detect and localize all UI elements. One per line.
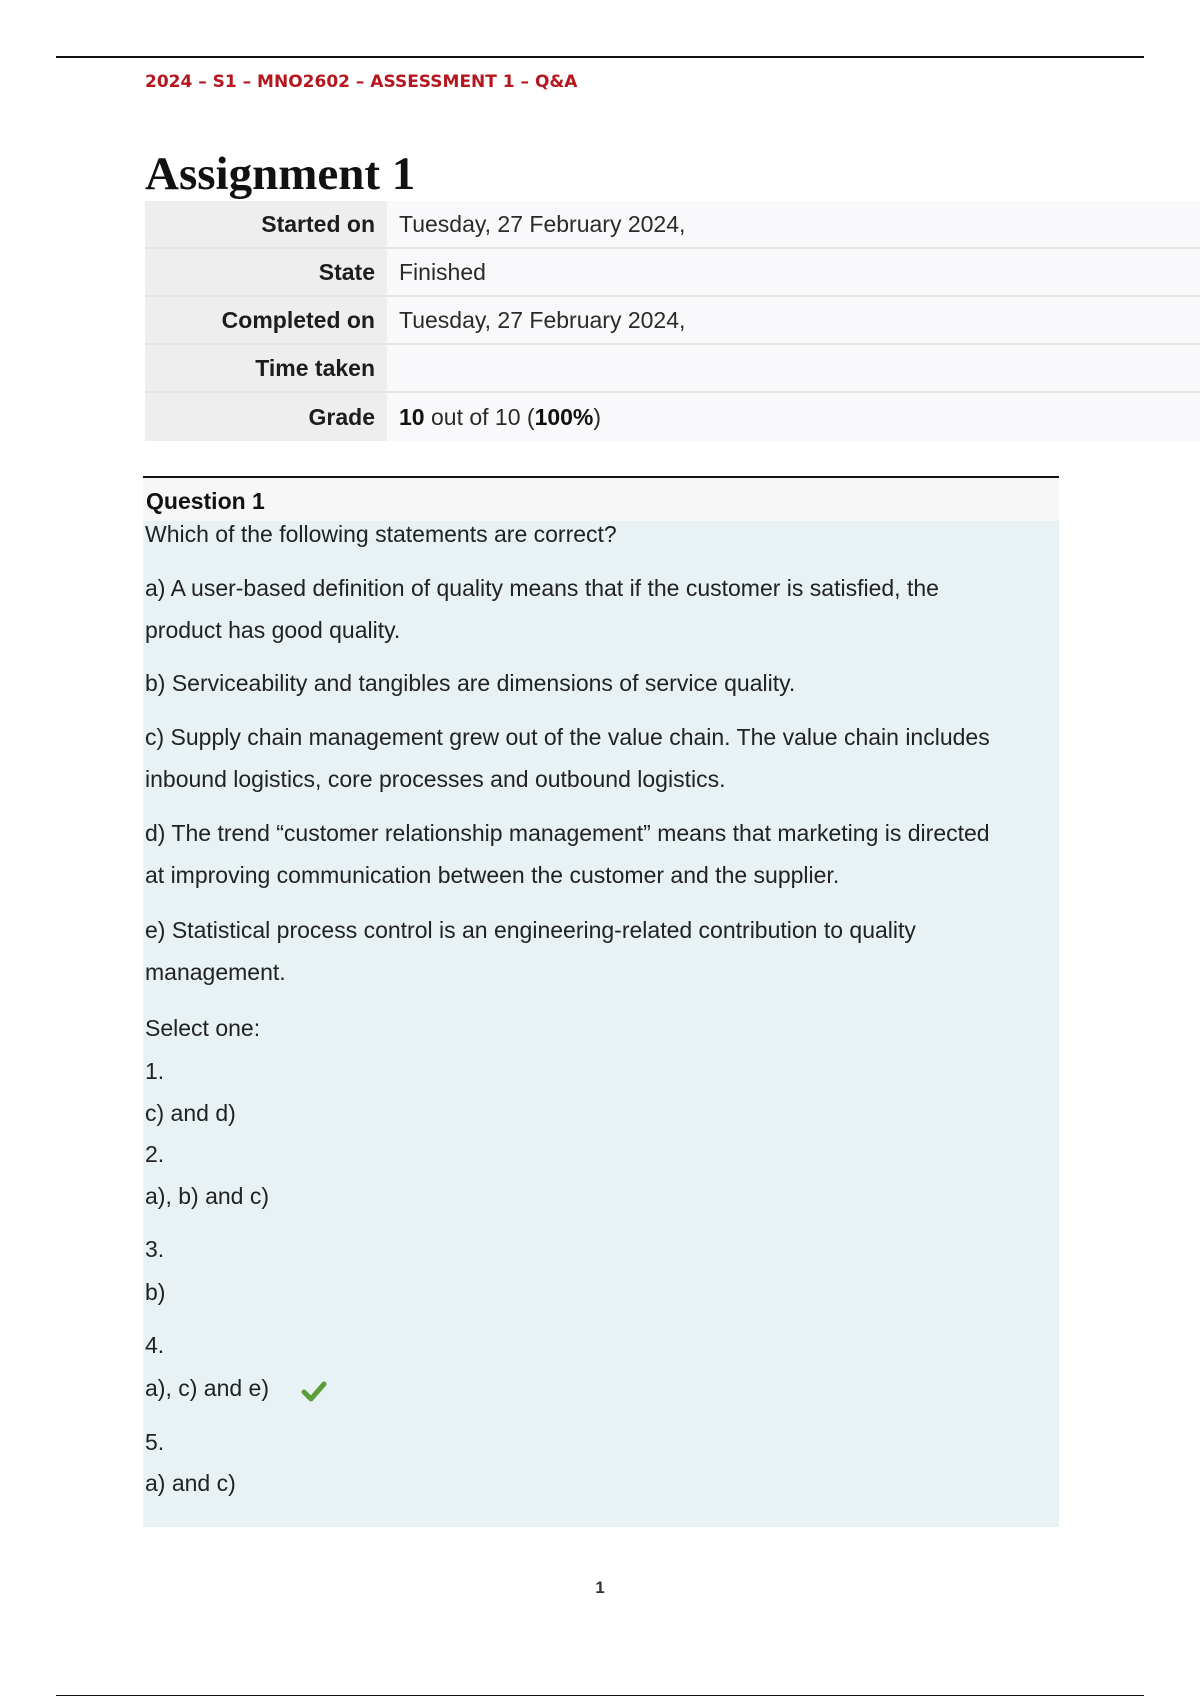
statement-a-line2: product has good quality. <box>145 617 401 643</box>
summary-row-started <box>145 201 1200 248</box>
option-text[interactable]: a) and c) <box>145 1470 236 1496</box>
statement-a-line1: a) A user-based definition of quality means that if the customer is satisfied, the <box>145 575 939 601</box>
page-number: 1 <box>595 1578 605 1597</box>
statement-b-line1: b) Serviceability and tangibles are dimensions of service quality. <box>145 670 796 696</box>
option-text[interactable]: a), b) and c) <box>145 1183 269 1209</box>
grade-percent: 100% <box>534 403 594 430</box>
option-number: 3. <box>145 1236 165 1262</box>
statement-c-line1: c) Supply chain management grew out of the value chain. The value chain includes <box>145 724 990 750</box>
summary-row-time-taken <box>145 344 1200 392</box>
grade-close: ) <box>593 403 602 430</box>
option-number: 2. <box>145 1141 165 1167</box>
statement-e-line2: management. <box>145 959 286 985</box>
option-number: 5. <box>145 1429 165 1455</box>
option-text[interactable]: c) and d) <box>145 1100 236 1126</box>
question-prompt: Which of the following statements are correct? <box>145 521 617 547</box>
check-icon <box>300 1377 328 1405</box>
option-text[interactable]: b) <box>145 1279 166 1305</box>
statement-d-line1: d) The trend “customer relationship management” means that marketing is directed <box>145 820 990 846</box>
summary-row-state <box>145 248 1200 296</box>
summary-row-grade <box>145 392 1200 441</box>
page-title: Assignment 1 <box>145 148 416 200</box>
running-header: 2024 – S1 – MNO2602 – ASSESSMENT 1 – Q&A <box>145 72 578 92</box>
summary-value <box>387 344 1200 392</box>
summary-value: Tuesday, 27 February 2024, <box>387 201 1200 248</box>
grade-value <box>387 392 1200 441</box>
summary-label: Started on <box>145 201 387 248</box>
question-header <box>143 478 1059 521</box>
question-heading: Question 1 <box>146 488 265 514</box>
summary-label: Completed on <box>145 296 387 344</box>
bottom-rule <box>56 1695 1144 1696</box>
statement-d-line2: at improving communication between the customer and the supplier. <box>145 862 840 888</box>
grade-out-of: out of 10 ( <box>424 403 535 430</box>
grade-score: 10 <box>399 403 425 430</box>
option-number: 1. <box>145 1058 165 1084</box>
select-one-label: Select one: <box>145 1015 261 1041</box>
statement-c-line2: inbound logistics, core processes and outbound logistics. <box>145 766 726 792</box>
top-rule <box>56 56 1144 58</box>
summary-label: State <box>145 248 387 296</box>
summary-label: Time taken <box>145 344 387 392</box>
summary-row-completed <box>145 296 1200 344</box>
summary-value: Tuesday, 27 February 2024, <box>387 296 1200 344</box>
statement-e-line1: e) Statistical process control is an engineering-related contribution to quality <box>145 917 916 943</box>
option-number: 4. <box>145 1332 165 1358</box>
summary-value: Finished <box>387 248 1200 296</box>
attempt-summary-table <box>145 201 1200 441</box>
option-text-correct[interactable]: a), c) and e) <box>145 1375 269 1401</box>
summary-label: Grade <box>145 392 387 441</box>
